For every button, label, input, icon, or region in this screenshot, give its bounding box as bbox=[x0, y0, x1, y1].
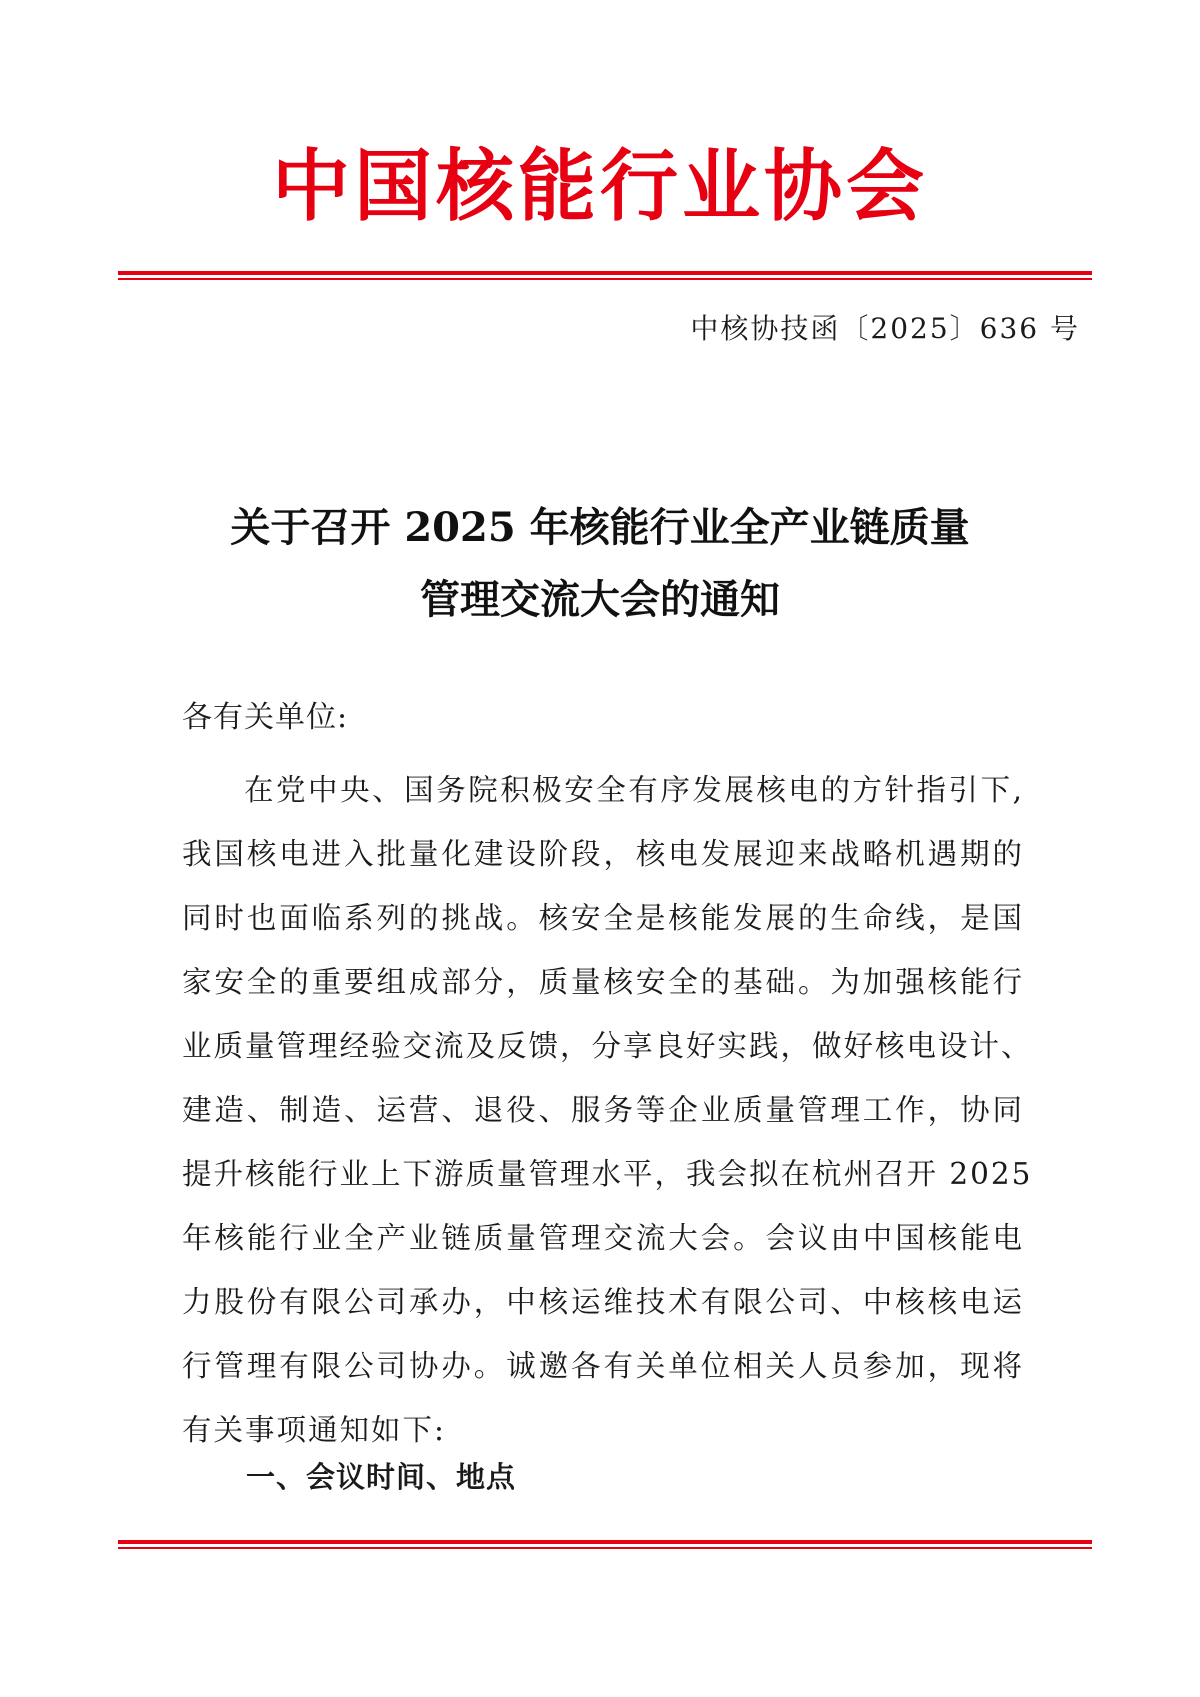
body-line: 在党中央、国务院积极安全有序发展核电的方针指引下, bbox=[244, 773, 1024, 807]
body-line: 同时也面临系列的挑战。核安全是核能发展的生命线，是国 bbox=[182, 901, 1024, 935]
body-line: 提升核能行业上下游质量管理水平，我会拟在杭州召开 2025 bbox=[182, 1157, 1033, 1191]
body-line: 行管理有限公司协办。诚邀各有关单位相关人员参加，现将 bbox=[182, 1349, 1024, 1383]
body-line: 年核能行业全产业链质量管理交流大会。会议由中国核能电 bbox=[182, 1221, 1024, 1255]
body-line: 力股份有限公司承办，中核运维技术有限公司、中核核电运 bbox=[182, 1285, 1024, 1319]
body-line: 业质量管理经验交流及反馈，分享良好实践，做好核电设计、 bbox=[182, 1029, 1033, 1063]
body-line: 我国核电进入批量化建设阶段，核电发展迎来战略机遇期的 bbox=[182, 837, 1024, 871]
body-line: 有关事项通知如下: bbox=[182, 1413, 446, 1447]
organization-name: 中国核能行业协会 bbox=[271, 141, 928, 232]
document-number: 中核协技函〔2025〕636 号 bbox=[690, 312, 1080, 345]
body-line: 家安全的重要组成部分，质量核安全的基础。为加强核能行 bbox=[182, 965, 1024, 999]
section-heading: 一、会议时间、地点 bbox=[246, 1460, 517, 1494]
header-divider-thin bbox=[118, 278, 1092, 280]
body-line: 建造、制造、运营、退役、服务等企业质量管理工作，协同 bbox=[182, 1093, 1024, 1127]
header-divider bbox=[118, 271, 1092, 281]
document-title bbox=[0, 492, 1200, 636]
footer-divider-thick bbox=[118, 1540, 1092, 1544]
body-paragraph bbox=[182, 758, 1033, 1462]
title-line-1: 关于召开 2025 年核能行业全产业链质量 bbox=[230, 504, 970, 551]
header-divider-thick bbox=[118, 271, 1092, 275]
title-line-2: 管理交流大会的通知 bbox=[420, 576, 780, 623]
footer-divider-thin bbox=[118, 1547, 1092, 1549]
footer-divider bbox=[118, 1540, 1092, 1550]
salutation: 各有关单位: bbox=[182, 700, 349, 735]
